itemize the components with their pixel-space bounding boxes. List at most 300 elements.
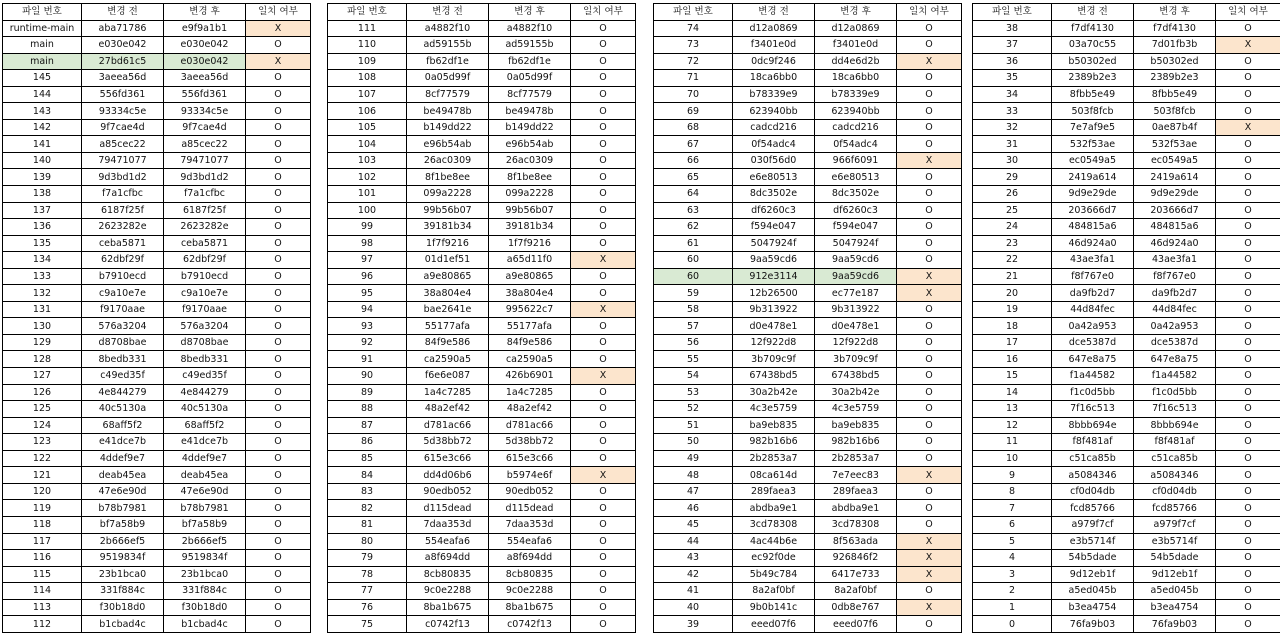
header-row bbox=[328, 4, 636, 21]
before-hash-cell: b7910ecd bbox=[82, 268, 164, 285]
match-status-cell: O bbox=[897, 450, 962, 467]
after-hash-cell: 5d38bb72 bbox=[489, 434, 571, 451]
before-hash-cell: 3cd78308 bbox=[733, 516, 815, 533]
match-status-cell: O bbox=[246, 483, 311, 500]
before-hash-cell: 0f54adc4 bbox=[733, 136, 815, 153]
file-number-cell: 136 bbox=[3, 219, 82, 236]
file-number-cell: 91 bbox=[328, 351, 407, 368]
after-hash-cell: cadcd216 bbox=[815, 119, 897, 136]
file-number-cell: 24 bbox=[973, 219, 1052, 236]
table-row bbox=[328, 152, 636, 169]
before-hash-cell: a4882f10 bbox=[407, 20, 489, 37]
after-hash-cell: 3b709c9f bbox=[815, 351, 897, 368]
file-number-cell: 1 bbox=[973, 599, 1052, 616]
after-hash-cell: 556fd361 bbox=[164, 86, 246, 103]
after-hash-cell: 0ae87b4f bbox=[1134, 119, 1216, 136]
after-hash-cell: 62dbf29f bbox=[164, 252, 246, 269]
after-hash-cell: 6187f25f bbox=[164, 202, 246, 219]
after-hash-cell: c51ca85b bbox=[1134, 450, 1216, 467]
file-number-cell: 7 bbox=[973, 500, 1052, 517]
match-status-cell: O bbox=[1216, 202, 1280, 219]
match-status-cell: O bbox=[1216, 616, 1280, 633]
after-hash-cell: 3cd78308 bbox=[815, 516, 897, 533]
table-row bbox=[328, 70, 636, 87]
after-hash-cell: b5974e6f bbox=[489, 467, 571, 484]
match-status-cell: O bbox=[571, 616, 636, 633]
after-hash-cell: ec0549a5 bbox=[1134, 152, 1216, 169]
before-hash-cell: 08ca614d bbox=[733, 467, 815, 484]
before-hash-cell: dd4d06b6 bbox=[407, 467, 489, 484]
match-status-cell: X bbox=[1216, 119, 1280, 136]
table-row bbox=[654, 202, 962, 219]
file-number-cell: 55 bbox=[654, 351, 733, 368]
before-hash-cell: 5b49c784 bbox=[733, 566, 815, 583]
match-status-cell: O bbox=[246, 318, 311, 335]
file-number-cell: 95 bbox=[328, 285, 407, 302]
file-number-cell: 99 bbox=[328, 219, 407, 236]
table-row bbox=[3, 86, 311, 103]
table-row bbox=[973, 384, 1280, 401]
table-row bbox=[654, 550, 962, 567]
before-hash-cell: 289faea3 bbox=[733, 483, 815, 500]
match-status-cell: O bbox=[897, 384, 962, 401]
table-row bbox=[328, 37, 636, 54]
table-row bbox=[328, 351, 636, 368]
after-hash-cell: 2419a614 bbox=[1134, 169, 1216, 186]
match-status-cell: O bbox=[246, 616, 311, 633]
after-hash-cell: f30b18d0 bbox=[164, 599, 246, 616]
match-status-cell: O bbox=[571, 401, 636, 418]
file-number-cell: 120 bbox=[3, 483, 82, 500]
file-number-cell: 73 bbox=[654, 37, 733, 54]
before-hash-cell: 23b1bca0 bbox=[82, 566, 164, 583]
after-hash-cell: 8f563ada bbox=[815, 533, 897, 550]
after-hash-cell: 9d12eb1f bbox=[1134, 566, 1216, 583]
after-hash-cell: b1cbad4c bbox=[164, 616, 246, 633]
table-row bbox=[654, 599, 962, 616]
match-status-cell: O bbox=[246, 450, 311, 467]
match-status-cell: O bbox=[1216, 450, 1280, 467]
file-number-cell: 111 bbox=[328, 20, 407, 37]
table-row bbox=[973, 566, 1280, 583]
match-status-cell: O bbox=[246, 368, 311, 385]
table-row bbox=[3, 599, 311, 616]
file-number-cell: 63 bbox=[654, 202, 733, 219]
file-number-cell: 35 bbox=[973, 70, 1052, 87]
table-row bbox=[328, 384, 636, 401]
before-hash-cell: ad59155b bbox=[407, 37, 489, 54]
match-status-cell: O bbox=[1216, 434, 1280, 451]
file-number-cell: 8 bbox=[973, 483, 1052, 500]
table-row bbox=[654, 285, 962, 302]
before-hash-cell: 7e7af9e5 bbox=[1052, 119, 1134, 136]
file-number-cell: 128 bbox=[3, 351, 82, 368]
table-row bbox=[328, 417, 636, 434]
before-hash-cell: cadcd216 bbox=[733, 119, 815, 136]
file-number-cell: 34 bbox=[973, 86, 1052, 103]
file-number-cell: 130 bbox=[3, 318, 82, 335]
before-hash-cell: 982b16b6 bbox=[733, 434, 815, 451]
table-row bbox=[654, 368, 962, 385]
before-hash-cell: c51ca85b bbox=[1052, 450, 1134, 467]
after-hash-cell: bf7a58b9 bbox=[164, 516, 246, 533]
file-number-cell: 78 bbox=[328, 566, 407, 583]
match-status-cell: X bbox=[897, 152, 962, 169]
file-number-cell: 93 bbox=[328, 318, 407, 335]
header-before: 변경 전 bbox=[733, 4, 815, 21]
table-row bbox=[328, 533, 636, 550]
file-number-cell: 141 bbox=[3, 136, 82, 153]
before-hash-cell: 8cf77579 bbox=[407, 86, 489, 103]
match-status-cell: O bbox=[1216, 103, 1280, 120]
file-number-cell: 42 bbox=[654, 566, 733, 583]
table-row bbox=[3, 368, 311, 385]
before-hash-cell: f1a44582 bbox=[1052, 368, 1134, 385]
table-row bbox=[654, 169, 962, 186]
table-row bbox=[973, 450, 1280, 467]
match-status-cell: O bbox=[897, 202, 962, 219]
match-status-cell: O bbox=[897, 334, 962, 351]
after-hash-cell: d0e478e1 bbox=[815, 318, 897, 335]
file-number-cell: 0 bbox=[973, 616, 1052, 633]
before-hash-cell: 4c3e5759 bbox=[733, 401, 815, 418]
after-hash-cell: 23b1bca0 bbox=[164, 566, 246, 583]
match-status-cell: O bbox=[1216, 301, 1280, 318]
match-status-cell: O bbox=[571, 119, 636, 136]
match-status-cell: O bbox=[1216, 533, 1280, 550]
match-status-cell: O bbox=[1216, 20, 1280, 37]
header-file-number: 파일 번호 bbox=[328, 4, 407, 21]
table-row bbox=[654, 483, 962, 500]
after-hash-cell: 995622c7 bbox=[489, 301, 571, 318]
after-hash-cell: e9f9a1b1 bbox=[164, 20, 246, 37]
after-hash-cell: 966f6091 bbox=[815, 152, 897, 169]
match-status-cell: O bbox=[571, 516, 636, 533]
file-number-cell: 143 bbox=[3, 103, 82, 120]
match-status-cell: X bbox=[571, 368, 636, 385]
before-hash-cell: d0e478e1 bbox=[733, 318, 815, 335]
before-hash-cell: 84f9e586 bbox=[407, 334, 489, 351]
file-number-cell: 68 bbox=[654, 119, 733, 136]
file-number-cell: 11 bbox=[973, 434, 1052, 451]
file-number-cell: 122 bbox=[3, 450, 82, 467]
table-row bbox=[328, 169, 636, 186]
header-match: 일치 여부 bbox=[897, 4, 962, 21]
after-hash-cell: 982b16b6 bbox=[815, 434, 897, 451]
match-status-cell: O bbox=[246, 268, 311, 285]
header-row bbox=[3, 4, 311, 21]
file-number-cell: 17 bbox=[973, 334, 1052, 351]
after-hash-cell: 554eafa6 bbox=[489, 533, 571, 550]
after-hash-cell: 8a2af0bf bbox=[815, 583, 897, 600]
before-hash-cell: 8bbb694e bbox=[1052, 417, 1134, 434]
table-row bbox=[654, 37, 962, 54]
before-hash-cell: f594e047 bbox=[733, 219, 815, 236]
match-status-cell: O bbox=[246, 566, 311, 583]
file-number-cell: 85 bbox=[328, 450, 407, 467]
file-number-cell: 40 bbox=[654, 599, 733, 616]
match-status-cell: O bbox=[1216, 500, 1280, 517]
before-hash-cell: c49ed35f bbox=[82, 368, 164, 385]
before-hash-cell: 76fa9b03 bbox=[1052, 616, 1134, 633]
before-hash-cell: b1cbad4c bbox=[82, 616, 164, 633]
match-status-cell: O bbox=[246, 351, 311, 368]
match-status-cell: O bbox=[246, 583, 311, 600]
before-hash-cell: 8f1be8ee bbox=[407, 169, 489, 186]
match-status-cell: O bbox=[246, 434, 311, 451]
match-status-cell: O bbox=[571, 351, 636, 368]
before-hash-cell: e3b5714f bbox=[1052, 533, 1134, 550]
table-row bbox=[654, 384, 962, 401]
match-status-cell: O bbox=[897, 301, 962, 318]
match-status-cell: O bbox=[897, 516, 962, 533]
match-status-cell: O bbox=[571, 533, 636, 550]
file-number-cell: 74 bbox=[654, 20, 733, 37]
match-status-cell: O bbox=[246, 516, 311, 533]
table-row bbox=[654, 86, 962, 103]
after-hash-cell: 9f7cae4d bbox=[164, 119, 246, 136]
after-hash-cell: 12f922d8 bbox=[815, 334, 897, 351]
table-row bbox=[973, 550, 1280, 567]
table-row bbox=[3, 533, 311, 550]
match-status-cell: O bbox=[1216, 152, 1280, 169]
before-hash-cell: 27bd61c5 bbox=[82, 53, 164, 70]
table-row bbox=[654, 20, 962, 37]
file-number-cell: 79 bbox=[328, 550, 407, 567]
before-hash-cell: cf0d04db bbox=[1052, 483, 1134, 500]
table-row bbox=[328, 252, 636, 269]
match-status-cell: O bbox=[246, 467, 311, 484]
table-row bbox=[328, 401, 636, 418]
table-row bbox=[973, 86, 1280, 103]
after-hash-cell: a5ed045b bbox=[1134, 583, 1216, 600]
table-row bbox=[654, 152, 962, 169]
match-status-cell: O bbox=[1216, 53, 1280, 70]
table-row bbox=[973, 583, 1280, 600]
before-hash-cell: 2b666ef5 bbox=[82, 533, 164, 550]
after-hash-cell: 0db8e767 bbox=[815, 599, 897, 616]
after-hash-cell: 43ae3fa1 bbox=[1134, 252, 1216, 269]
header-file-number: 파일 번호 bbox=[654, 4, 733, 21]
hash-comparison-table-1 bbox=[2, 3, 311, 633]
table-row bbox=[654, 334, 962, 351]
before-hash-cell: 47e6e90d bbox=[82, 483, 164, 500]
after-hash-cell: 6417e733 bbox=[815, 566, 897, 583]
file-number-cell: 132 bbox=[3, 285, 82, 302]
table-row bbox=[973, 301, 1280, 318]
header-file-number: 파일 번호 bbox=[3, 4, 82, 21]
before-hash-cell: a9e80865 bbox=[407, 268, 489, 285]
after-hash-cell: 8ba1b675 bbox=[489, 599, 571, 616]
after-hash-cell: 2b2853a7 bbox=[815, 450, 897, 467]
table-row bbox=[3, 152, 311, 169]
header-after: 변경 후 bbox=[164, 4, 246, 21]
before-hash-cell: bae2641e bbox=[407, 301, 489, 318]
before-hash-cell: 0a05d99f bbox=[407, 70, 489, 87]
after-hash-cell: fb62df1e bbox=[489, 53, 571, 70]
file-number-cell: 94 bbox=[328, 301, 407, 318]
before-hash-cell: 9519834f bbox=[82, 550, 164, 567]
before-hash-cell: fcd85766 bbox=[1052, 500, 1134, 517]
before-hash-cell: 030f56d0 bbox=[733, 152, 815, 169]
before-hash-cell: 4ac44b6e bbox=[733, 533, 815, 550]
file-number-cell: 96 bbox=[328, 268, 407, 285]
match-status-cell: O bbox=[246, 384, 311, 401]
before-hash-cell: 93334c5e bbox=[82, 103, 164, 120]
match-status-cell: O bbox=[246, 152, 311, 169]
before-hash-cell: 8bedb331 bbox=[82, 351, 164, 368]
before-hash-cell: 484815a6 bbox=[1052, 219, 1134, 236]
header-match: 일치 여부 bbox=[1216, 4, 1280, 21]
header-after: 변경 후 bbox=[1134, 4, 1216, 21]
file-number-cell: 51 bbox=[654, 417, 733, 434]
match-status-cell: O bbox=[571, 268, 636, 285]
table-row bbox=[973, 533, 1280, 550]
file-number-cell: 116 bbox=[3, 550, 82, 567]
match-status-cell: X bbox=[571, 252, 636, 269]
match-status-cell: O bbox=[246, 119, 311, 136]
after-hash-cell: 532f53ae bbox=[1134, 136, 1216, 153]
file-number-cell: 60 bbox=[654, 252, 733, 269]
file-number-cell: 86 bbox=[328, 434, 407, 451]
before-hash-cell: abdba9e1 bbox=[733, 500, 815, 517]
file-number-cell: 48 bbox=[654, 467, 733, 484]
file-number-cell: 145 bbox=[3, 70, 82, 87]
match-status-cell: O bbox=[1216, 368, 1280, 385]
match-status-cell: O bbox=[246, 417, 311, 434]
after-hash-cell: ba9eb835 bbox=[815, 417, 897, 434]
after-hash-cell: dce5387d bbox=[1134, 334, 1216, 351]
file-number-cell: 131 bbox=[3, 301, 82, 318]
file-number-cell: 89 bbox=[328, 384, 407, 401]
match-status-cell: O bbox=[571, 434, 636, 451]
file-number-cell: 33 bbox=[973, 103, 1052, 120]
match-status-cell: O bbox=[1216, 384, 1280, 401]
before-hash-cell: b78339e9 bbox=[733, 86, 815, 103]
table-row bbox=[654, 119, 962, 136]
match-status-cell: O bbox=[571, 103, 636, 120]
file-number-cell: 109 bbox=[328, 53, 407, 70]
after-hash-cell: b149dd22 bbox=[489, 119, 571, 136]
after-hash-cell: a8f694dd bbox=[489, 550, 571, 567]
table-row bbox=[654, 417, 962, 434]
match-status-cell: O bbox=[571, 37, 636, 54]
before-hash-cell: 43ae3fa1 bbox=[1052, 252, 1134, 269]
table-row bbox=[328, 467, 636, 484]
file-number-cell: 46 bbox=[654, 500, 733, 517]
table-row bbox=[3, 268, 311, 285]
match-status-cell: X bbox=[897, 566, 962, 583]
after-hash-cell: b3ea4754 bbox=[1134, 599, 1216, 616]
match-status-cell: O bbox=[897, 401, 962, 418]
table-row bbox=[973, 483, 1280, 500]
before-hash-cell: 2389b2e3 bbox=[1052, 70, 1134, 87]
after-hash-cell: 3aeea56d bbox=[164, 70, 246, 87]
match-status-cell: O bbox=[246, 252, 311, 269]
file-number-cell: 83 bbox=[328, 483, 407, 500]
before-hash-cell: 54b5dade bbox=[1052, 550, 1134, 567]
before-hash-cell: 38a804e4 bbox=[407, 285, 489, 302]
after-hash-cell: a65d11f0 bbox=[489, 252, 571, 269]
table-row bbox=[328, 186, 636, 203]
before-hash-cell: 18ca6bb0 bbox=[733, 70, 815, 87]
match-status-cell: O bbox=[897, 252, 962, 269]
file-number-cell: 105 bbox=[328, 119, 407, 136]
table-row bbox=[654, 516, 962, 533]
file-number-cell: 16 bbox=[973, 351, 1052, 368]
file-number-cell: 45 bbox=[654, 516, 733, 533]
file-number-cell: 104 bbox=[328, 136, 407, 153]
before-hash-cell: ec92f0de bbox=[733, 550, 815, 567]
after-hash-cell: f8f481af bbox=[1134, 434, 1216, 451]
file-number-cell: runtime-main bbox=[3, 20, 82, 37]
after-hash-cell: 68aff5f2 bbox=[164, 417, 246, 434]
file-number-cell: 32 bbox=[973, 119, 1052, 136]
file-number-cell: 14 bbox=[973, 384, 1052, 401]
file-number-cell: 43 bbox=[654, 550, 733, 567]
file-number-cell: 37 bbox=[973, 37, 1052, 54]
after-hash-cell: 30a2b42e bbox=[815, 384, 897, 401]
table-row bbox=[328, 483, 636, 500]
before-hash-cell: b3ea4754 bbox=[1052, 599, 1134, 616]
after-hash-cell: f1a44582 bbox=[1134, 368, 1216, 385]
after-hash-cell: f7a1cfbc bbox=[164, 186, 246, 203]
table-row bbox=[328, 550, 636, 567]
file-number-cell: 76 bbox=[328, 599, 407, 616]
match-status-cell: O bbox=[246, 599, 311, 616]
match-status-cell: O bbox=[571, 566, 636, 583]
before-hash-cell: c9a10e7e bbox=[82, 285, 164, 302]
match-status-cell: O bbox=[246, 401, 311, 418]
before-hash-cell: 55177afa bbox=[407, 318, 489, 335]
match-status-cell: O bbox=[246, 285, 311, 302]
match-status-cell: O bbox=[571, 285, 636, 302]
match-status-cell: O bbox=[246, 550, 311, 567]
table-row bbox=[328, 368, 636, 385]
before-hash-cell: 9b313922 bbox=[733, 301, 815, 318]
before-hash-cell: ca2590a5 bbox=[407, 351, 489, 368]
match-status-cell: O bbox=[897, 500, 962, 517]
file-number-cell: 65 bbox=[654, 169, 733, 186]
file-number-cell: 60 bbox=[654, 268, 733, 285]
match-status-cell: X bbox=[897, 599, 962, 616]
table-row bbox=[973, 103, 1280, 120]
before-hash-cell: 48a2ef42 bbox=[407, 401, 489, 418]
table-row bbox=[973, 219, 1280, 236]
before-hash-cell: 7daa353d bbox=[407, 516, 489, 533]
file-number-cell: 6 bbox=[973, 516, 1052, 533]
file-number-cell: 134 bbox=[3, 252, 82, 269]
file-number-cell: 29 bbox=[973, 169, 1052, 186]
file-number-cell: 30 bbox=[973, 152, 1052, 169]
table-row bbox=[328, 301, 636, 318]
match-status-cell: O bbox=[897, 583, 962, 600]
file-number-cell: 61 bbox=[654, 235, 733, 252]
header-row bbox=[973, 4, 1280, 21]
table-row bbox=[328, 20, 636, 37]
after-hash-cell: 93334c5e bbox=[164, 103, 246, 120]
table-row bbox=[654, 467, 962, 484]
before-hash-cell: 503f8fcb bbox=[1052, 103, 1134, 120]
file-number-cell: 118 bbox=[3, 516, 82, 533]
before-hash-cell: ec0549a5 bbox=[1052, 152, 1134, 169]
table-row bbox=[328, 516, 636, 533]
before-hash-cell: 30a2b42e bbox=[733, 384, 815, 401]
file-number-cell: 26 bbox=[973, 186, 1052, 203]
file-number-cell: 142 bbox=[3, 119, 82, 136]
file-number-cell: 72 bbox=[654, 53, 733, 70]
file-number-cell: 3 bbox=[973, 566, 1052, 583]
